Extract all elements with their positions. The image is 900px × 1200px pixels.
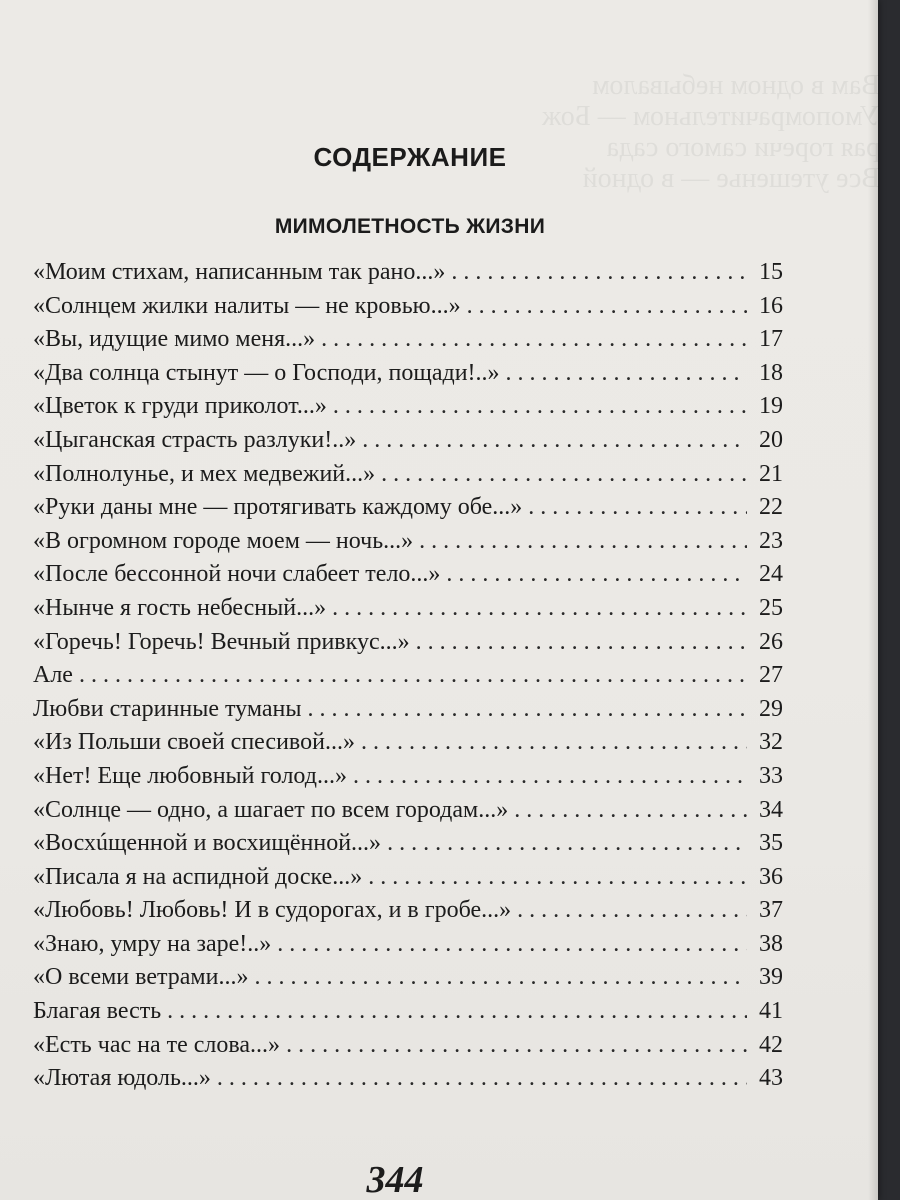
toc-entry-title: «Есть час на те слова...» <box>33 1031 281 1058</box>
dot-leader <box>217 1062 747 1096</box>
dot-leader <box>308 693 748 727</box>
toc-entry-page: 42 <box>759 1031 783 1058</box>
toc-entry-title: «Цыганская страсть разлуки!..» <box>33 426 357 453</box>
toc-entry <box>33 861 783 895</box>
toc-entry-page: 38 <box>759 930 783 957</box>
toc-entry-page: 23 <box>759 527 783 554</box>
toc-entry <box>33 726 783 760</box>
toc-entry-title: Благая весть <box>33 998 162 1025</box>
dot-leader <box>514 794 747 828</box>
toc-entry-title: «Два солнца стынут — о Господи, пощади!..» <box>33 359 500 386</box>
dot-leader <box>381 458 747 492</box>
dot-leader <box>528 491 747 525</box>
dot-leader <box>277 928 747 962</box>
dot-leader <box>353 760 747 794</box>
toc-entry <box>33 693 783 727</box>
toc-entry <box>33 558 783 592</box>
toc-entry-page: 36 <box>759 863 783 890</box>
toc-entry-page: 24 <box>759 561 783 588</box>
toc-entry-title: «Цветок к груди приколот...» <box>33 393 327 420</box>
toc-entry <box>33 458 783 492</box>
toc-entry <box>33 928 783 962</box>
toc-entry <box>33 961 783 995</box>
toc-entry-page: 19 <box>759 393 783 420</box>
toc-entry-page: 39 <box>759 964 783 991</box>
toc-entry <box>33 290 783 324</box>
dot-leader <box>286 1029 747 1063</box>
toc-entry-title: «Солнце — одно, а шагает по всем городам...» <box>33 796 509 823</box>
toc-entry-page: 26 <box>759 628 783 655</box>
toc-entry-page: 33 <box>759 762 783 789</box>
dot-leader <box>361 726 747 760</box>
toc-entry-title: «Горечь! Горечь! Вечный привкус...» <box>33 628 410 655</box>
toc-entry <box>33 1062 783 1096</box>
dot-leader <box>506 357 747 391</box>
toc-entry-page: 32 <box>759 729 783 756</box>
dot-leader <box>446 558 747 592</box>
toc-entry <box>33 995 783 1029</box>
toc-entry-page: 37 <box>759 897 783 924</box>
toc-entry-title: «Вы, идущие мимо меня...» <box>33 326 316 353</box>
toc-entry-title: «Солнцем жилки налиты — не кровью...» <box>33 292 461 319</box>
toc-entry <box>33 894 783 928</box>
toc-entry <box>33 491 783 525</box>
toc-entry <box>33 525 783 559</box>
toc-entry-page: 15 <box>759 259 783 285</box>
toc-entry-page: 27 <box>759 662 783 689</box>
toc-entry <box>33 592 783 626</box>
toc-entry-title: «Моим стихам, написанным так рано...» <box>33 259 446 285</box>
toc-entry-title: Любви старинные туманы <box>33 695 302 722</box>
dot-leader <box>167 995 747 1029</box>
dot-leader <box>419 525 747 559</box>
dot-leader <box>451 256 747 290</box>
dot-leader <box>368 861 747 895</box>
toc-entry <box>33 1029 783 1063</box>
toc-entry-title: Але <box>33 662 73 689</box>
page-edge-shadow <box>868 0 878 1200</box>
toc-entry <box>33 323 783 357</box>
toc-entry <box>33 626 783 660</box>
dot-leader <box>362 424 747 458</box>
section-title: МИМОЛЕТНОСТЬ ЖИЗНИ <box>274 215 546 238</box>
dot-leader <box>517 894 747 928</box>
toc-entry-page: 22 <box>759 494 783 521</box>
dot-leader <box>79 659 747 693</box>
toc-entry-title: «После бессонной ночи слабеет тело...» <box>33 561 441 588</box>
toc-entry-title: «В огромном городе моем — ночь...» <box>33 527 414 554</box>
toc-entry <box>33 357 783 391</box>
toc-entry-title: «Знаю, умру на заре!..» <box>33 930 272 957</box>
toc-entry-page: 17 <box>759 326 783 353</box>
page-number: 344 <box>366 1159 424 1200</box>
toc-entry-page: 16 <box>759 292 783 319</box>
toc-entry <box>33 256 783 290</box>
toc-entry <box>33 760 783 794</box>
toc-entry-title: «Восхúщенной и восхищённой...» <box>33 830 382 857</box>
toc-entry <box>33 424 783 458</box>
toc-entry-page: 21 <box>759 460 783 487</box>
dot-leader <box>387 827 747 861</box>
dot-leader <box>467 290 747 324</box>
toc-entry-page: 35 <box>759 830 783 857</box>
dot-leader <box>333 390 747 424</box>
dot-leader <box>416 626 747 660</box>
toc-entry-title: «О всеми ветрами...» <box>33 964 249 991</box>
toc-entry <box>33 827 783 861</box>
toc-entry-page: 18 <box>759 359 783 386</box>
toc-entry-title: «Нынче я гость небесный...» <box>33 594 327 621</box>
dot-leader <box>321 323 747 357</box>
contents-heading: СОДЕРЖАНИЕ <box>313 142 507 172</box>
table-of-contents <box>33 256 783 1096</box>
toc-entry-page: 29 <box>759 695 783 722</box>
show-through-text: Вам в одном небывалом Умопомрачительном — Бож рая горечи самого сада Все утешенье — в одной <box>542 70 880 194</box>
toc-entry-page: 41 <box>759 998 783 1025</box>
dot-leader <box>254 961 747 995</box>
toc-entry-title: «Любовь! Любовь! И в судорогах, и в гробе...» <box>33 897 512 924</box>
toc-entry-title: «Руки даны мне — протягивать каждому обе...» <box>33 494 523 521</box>
toc-entry <box>33 794 783 828</box>
toc-entry <box>33 659 783 693</box>
toc-entry-title: «Полнолунье, и мех медвежий...» <box>33 460 376 487</box>
dot-leader <box>332 592 747 626</box>
toc-entry-page: 20 <box>759 426 783 453</box>
toc-entry-title: «Из Польши своей спесивой...» <box>33 729 355 756</box>
toc-entry <box>33 390 783 424</box>
toc-entry-title: «Лютая юдоль...» <box>33 1065 211 1092</box>
toc-entry-page: 34 <box>759 796 783 823</box>
toc-entry-title: «Нет! Еще любовный голод...» <box>33 762 347 789</box>
toc-entry-page: 43 <box>759 1065 783 1092</box>
toc-entry-page: 25 <box>759 594 783 621</box>
toc-entry-title: «Писала я на аспидной доске...» <box>33 863 363 890</box>
